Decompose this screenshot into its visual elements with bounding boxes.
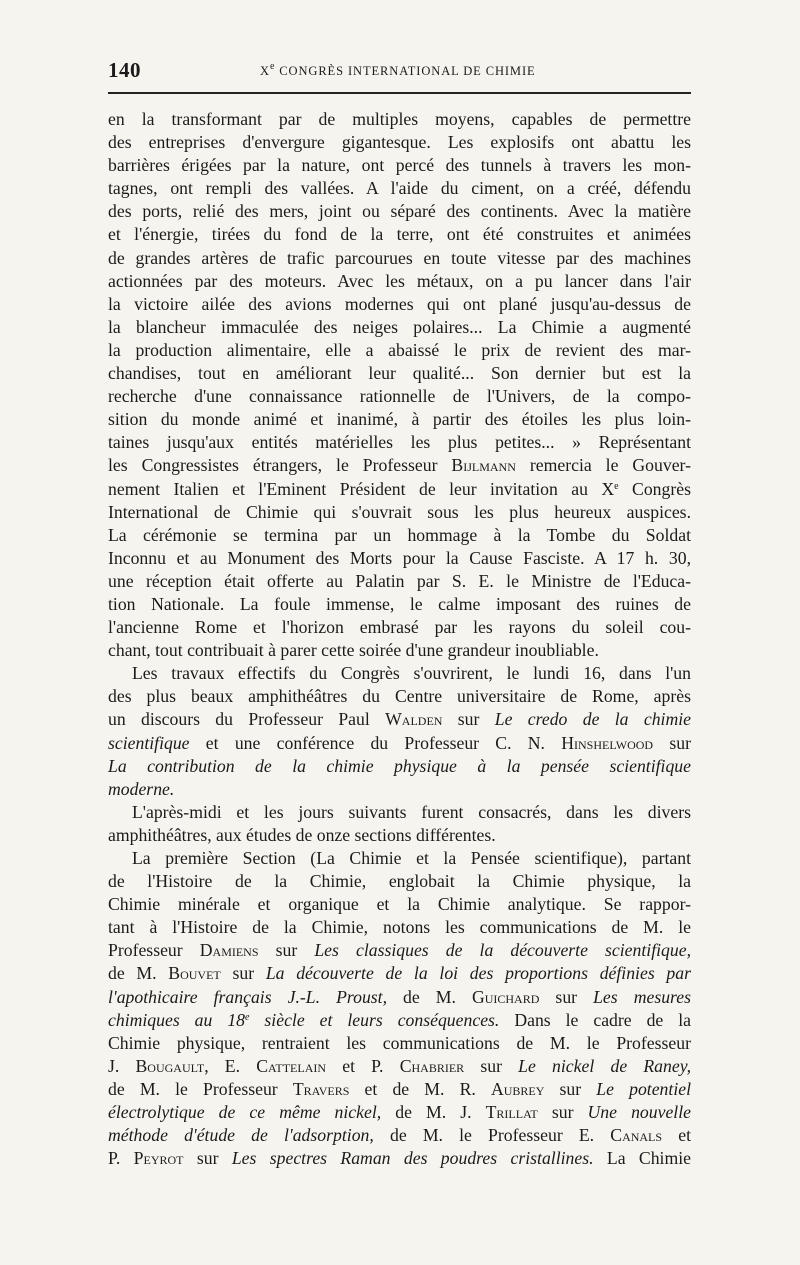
text-line: tagnes, ont rempli des vallées. A l'aide du ciment, on a créé, défendu [108, 178, 691, 199]
text-line: chimiques au 18e siècle et leurs conséquences. Dans le cadre de la [108, 1009, 691, 1030]
text-line: une réception était offerte au Palatin par S. E. le Ministre de l'Educa- [108, 570, 691, 591]
person-name: Bougault [135, 1055, 205, 1076]
text-line: recherche d'une connaissance rationnelle de l'Univers, de la compo- [108, 386, 691, 407]
title-italic: Le nickel de Raney, [518, 1055, 691, 1076]
title-italic: La contribution de la chimie physique à la pensée scientifique [108, 755, 691, 776]
text-line: taines jusqu'aux entités matérielles les plus petites... » Représentant [108, 432, 691, 453]
person-name: Cattelain [256, 1055, 327, 1076]
text-line [108, 778, 691, 801]
text-line: nement Italien et l'Eminent Président de leur invitation au Xe Congrès [108, 478, 691, 499]
text-line: des entreprises d'envergure gigantesque. Les explosifs ont abattu les [108, 132, 691, 153]
running-title: Xe CONGRÈS INTERNATIONAL DE CHIMIE [260, 61, 536, 78]
text-line: un discours du Professeur Paul Walden sur Le credo de la chimie [108, 709, 692, 730]
text-line: et l'énergie, tirées du fond de la terre, ont été construites et animées [108, 224, 691, 245]
person-name: Chabrier [399, 1055, 465, 1076]
page-number: 140 [108, 58, 141, 82]
person-name: Damiens [199, 940, 259, 961]
text-line: Inconnu et au Monument des Morts pour la Cause Fasciste. A 17 h. 30, [108, 547, 691, 568]
title-italic: La découverte de la loi des proportions définies par [265, 963, 691, 984]
text-line: Les travaux effectifs du Congrès s'ouvrirent, le lundi 16, dans l'un [132, 663, 691, 684]
paragraph [108, 108, 691, 662]
person-name: Bouvet [168, 963, 221, 984]
text-line: chant, tout contribuait à parer cette soirée d'une grandeur inoubliable. [108, 640, 599, 661]
title-italic: moderne. [108, 778, 175, 799]
person-name: Aubrey [490, 1078, 545, 1099]
text-line: Chimie minérale et organique et la Chimie analytique. Se rappor- [108, 894, 691, 915]
paragraph [108, 847, 691, 1170]
text-line: les Congressistes étrangers, le Professeur Bijlmann remercia le Gouver- [108, 455, 691, 476]
text-line: L'après-midi et les jours suivants furent consacrés, dans les divers [132, 801, 691, 822]
text-line: des plus beaux amphithéâtres du Centre universitaire de Rome, après [108, 686, 691, 707]
person-name: Trillat [485, 1102, 538, 1123]
body-text [108, 108, 691, 1170]
title-italic: Les spectres Raman des poudres cristallines. [231, 1148, 594, 1169]
header-rule [108, 92, 691, 94]
text-line: La première Section (La Chimie et la Pensée scientifique), partant [132, 848, 691, 868]
text-line [108, 755, 691, 778]
page-header [108, 56, 691, 86]
text-line: électrolytique de ce même nickel, de M. J. Trillat sur Une nouvelle [108, 1102, 691, 1123]
title-italic: chimiques au 18e siècle et leurs conséquences. [108, 1009, 500, 1030]
person-name: Travers [292, 1078, 350, 1099]
text-line: sition du monde animé et inanimé, à partir des étoiles les plus loin- [108, 409, 691, 430]
text-line: La cérémonie se termina par un hommage à la Tombe du Soldat [108, 524, 691, 545]
text-line: Professeur Damiens sur Les classiques de la découverte scientifique, [108, 940, 691, 961]
text-line: amphithéâtres, aux études de onze sections différentes. [108, 824, 496, 845]
text-line: barrières érigées par la nature, ont percé des tunnels à travers les mon- [108, 155, 691, 176]
person-name: Peyrot [133, 1148, 184, 1169]
title-italic: Une nouvelle [587, 1102, 691, 1123]
text-line: méthode d'étude de l'adsorption, de M. le Professeur E. Canals et [108, 1125, 692, 1146]
text-line: actionnées par des moteurs. Avec les métaux, on a pu lancer dans l'air [108, 270, 691, 291]
title-italic: électrolytique de ce même nickel, [108, 1102, 382, 1123]
paragraph [108, 662, 691, 801]
person-name: Hinshelwood [561, 732, 654, 753]
text-line: de grandes artères de trafic parcourues en toute vitesse par des machines [108, 247, 691, 268]
title-italic: Les classiques de la découverte scientifique, [314, 940, 691, 961]
text-line: Chimie physique, rentraient les communications de M. le Professeur [108, 1032, 691, 1053]
text-line: de M. Bouvet sur La découverte de la loi des proportions définies par [108, 963, 691, 984]
text-line: J. Bougault, E. Cattelain et P. Chabrier sur Le nickel de Raney, [108, 1055, 691, 1076]
text-line: International de Chimie qui s'ouvrait sous les plus heureux auspices. [108, 501, 691, 522]
paragraph [108, 801, 691, 847]
title-italic: l'apothicaire français J.-L. Proust, [108, 986, 388, 1007]
text-line: de l'Histoire de la Chimie, englobait la Chimie physique, la [108, 871, 691, 892]
text-line: l'ancienne Rome et l'horizon embrasé par les rayons du soleil cou- [108, 617, 691, 638]
text-line: la blancheur immaculée des neiges polaires... La Chimie a augmenté [108, 316, 691, 337]
title-italic: méthode d'étude de l'adsorption, [108, 1125, 374, 1146]
text-line: l'apothicaire français J.-L. Proust, de M. Guichard sur Les mesures [108, 986, 692, 1007]
text-line: de M. le Professeur Travers et de M. R. Aubrey sur Le potentiel [108, 1078, 691, 1099]
text-line: des ports, relié des mers, joint ou séparé des continents. Avec la matière [108, 201, 691, 222]
person-name: Walden [385, 709, 443, 730]
title-italic: Le credo de la chimie [494, 709, 692, 730]
text-line: tant à l'Histoire de la Chimie, notons les communications de M. le [108, 917, 691, 938]
text-line: la victoire ailée des avions modernes qui ont plané jusqu'au-dessus de [108, 293, 691, 314]
person-name: Guichard [471, 986, 540, 1007]
text-line: scientifique et une conférence du Professeur C. N. Hinshelwood sur [108, 732, 691, 753]
title-italic: scientifique [108, 732, 190, 753]
text-line: P. Peyrot sur Les spectres Raman des poudres cristallines. La Chimie [108, 1148, 691, 1169]
person-name: Bijlmann [451, 455, 516, 476]
person-name: Canals [610, 1125, 663, 1146]
text-line: en la transformant par de multiples moyens, capables de permettre [108, 109, 691, 129]
title-italic: Le potentiel [596, 1078, 691, 1099]
title-italic: Les mesures [593, 986, 692, 1007]
text-line: chandises, tout en améliorant leur qualité... Son dernier but est la [108, 363, 691, 384]
text-line: tion Nationale. La foule immense, le calme imposant des ruines de [108, 593, 691, 614]
text-line: la production alimentaire, elle a abaissé le prix de revient des mar- [108, 339, 691, 360]
